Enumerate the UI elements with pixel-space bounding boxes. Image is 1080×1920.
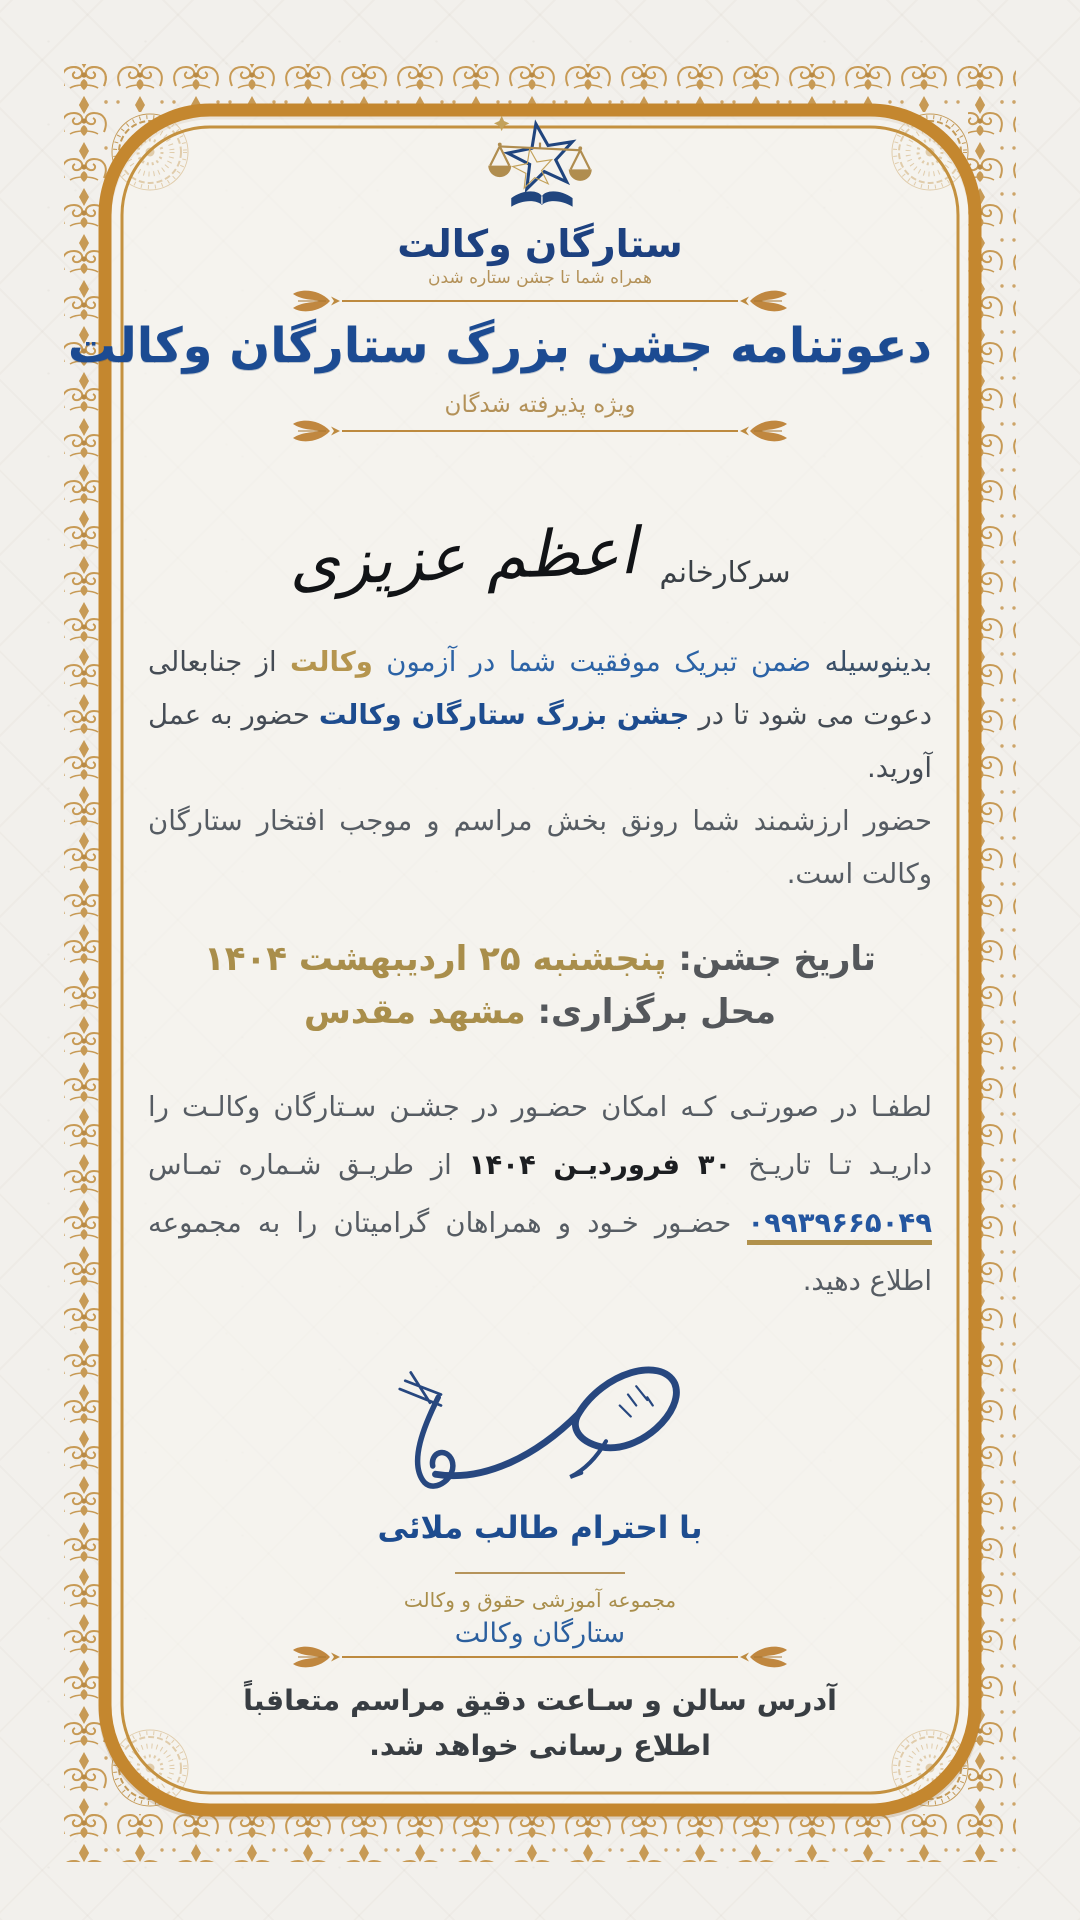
footer-note-line2: اطلاع رسانی خواهد شد. [369, 1729, 711, 1762]
recipient-salutation: سرکارخانم [659, 555, 791, 589]
brand-title: ستارگان وکالت [397, 222, 683, 266]
rsvp-seg: از طریـق شـماره تمـاس [148, 1149, 469, 1181]
event-details [148, 933, 932, 1039]
star-scales-logo-icon [470, 110, 610, 225]
organization-description: مجموعه آموزشی حقوق و وکالت [403, 1588, 677, 1612]
ornament-divider-icon [290, 288, 790, 314]
footer-note-line1: آدرس سالن و سـاعت دقیق مراسم متعاقباً [243, 1684, 837, 1717]
event-venue-line [148, 986, 932, 1039]
honor-paragraph: حضور ارزشمند شما رونق بخش مراسم و موجب افتخار ستارگان وکالت است. [148, 805, 932, 890]
rsvp-paragraph [148, 1078, 932, 1310]
audience-subtitle: ویژه پذیرفته شدگان [444, 392, 636, 418]
rsvp-seg: حضـور خـود و همراهان گرامیتان را به مجموعه اطلاع دهید. [148, 1207, 932, 1297]
p1-seg: ضمن تبریک موفقیت شما در آزمون [372, 646, 825, 678]
border-band-bottom [64, 1814, 1016, 1862]
venue-label: محل برگزاری: [525, 992, 777, 1032]
event-date-line [148, 933, 932, 986]
organization-name: ستارگان وکالت [454, 1618, 626, 1649]
brand-tagline: همراه شما تا جشن ستاره شدن [428, 268, 652, 288]
main-title: دعوتنامه جشن بزرگ ستارگان وکالت [67, 318, 932, 374]
signature-rule [455, 1572, 625, 1574]
p1-seg: از جنابعالی دعوت می شود تا در [148, 646, 932, 731]
phone-number-link[interactable]: ۰۹۹۳۹۶۶۵۰۴۹ [747, 1207, 932, 1245]
recipient-row [148, 478, 932, 638]
p1-seg-vekalat: وکالت [290, 646, 373, 678]
invitation-paragraph [148, 636, 932, 901]
p1-seg: حضور به عمل آورید. [148, 699, 932, 784]
signatory-name: با احترام طالب ملائی [377, 1510, 703, 1546]
venue-value: مشهد مقدس [303, 992, 526, 1032]
p1-seg: بدینوسیله [824, 646, 932, 678]
date-label: تاریخ جشن: [666, 939, 876, 979]
p1-seg-event-name: جشن بزرگ ستارگان وکالت [318, 699, 690, 731]
recipient-name-calligraphy: اعظم عزیزی [288, 514, 639, 601]
footer-note [148, 1678, 932, 1768]
ornament-divider-icon [290, 1644, 790, 1670]
ornament-divider-icon [290, 418, 790, 444]
rsvp-seg: لطفـا در صورتـی کـه امکان حضـور در جشـن سـتارگان وکالـت را داریـد تـا تاریـخ [148, 1091, 932, 1181]
signature-icon [375, 1356, 705, 1521]
date-value: پنجشنبه ۲۵ اردیبهشت ۱۴۰۴ [204, 939, 667, 979]
rsvp-deadline: ۳۰ فروردیـن ۱۴۰۴ [468, 1149, 732, 1181]
